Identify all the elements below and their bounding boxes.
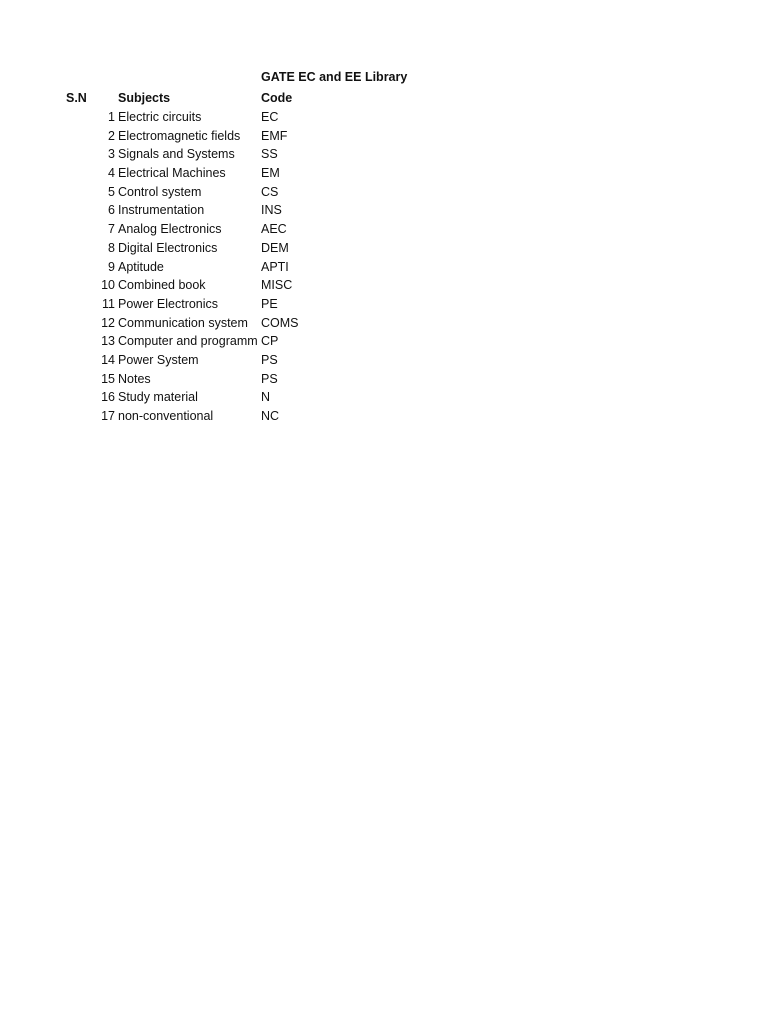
row-sn: 10	[101, 278, 115, 293]
header-row	[0, 89, 768, 107]
row-code: DEM	[261, 240, 289, 255]
row-sn: 6	[108, 203, 115, 218]
row-code: PS	[261, 371, 278, 386]
row-code: INS	[261, 203, 282, 218]
row-sn: 14	[101, 352, 115, 367]
row-sn: 15	[101, 371, 115, 386]
row-code: EC	[261, 110, 279, 124]
row-code: COMS	[261, 315, 299, 330]
table-row	[0, 388, 768, 407]
sheet-title: GATE EC and EE Library	[261, 70, 408, 84]
table-row	[0, 220, 768, 239]
row-code: CP	[261, 334, 279, 349]
table-row	[0, 164, 768, 183]
row-sn: 4	[108, 166, 115, 181]
table-row	[0, 314, 768, 333]
row-code: CS	[261, 184, 279, 199]
row-subject: Digital Electronics	[118, 240, 218, 255]
row-code: AEC	[261, 222, 287, 237]
table-row	[0, 276, 768, 295]
row-sn: 5	[108, 184, 115, 199]
row-code: SS	[261, 147, 278, 162]
row-sn: 16	[101, 390, 115, 405]
row-subject: Aptitude	[118, 259, 164, 274]
row-subject: Power Electronics	[118, 296, 219, 311]
row-subject: Signals and Systems	[118, 147, 235, 162]
row-sn: 13	[101, 334, 115, 349]
row-subject: non-conventional	[118, 409, 214, 423]
row-code: EM	[261, 166, 280, 181]
table-row	[0, 239, 768, 258]
row-sn: 17	[101, 409, 115, 423]
row-subject: Study material	[118, 390, 198, 405]
row-subject: Instrumentation	[118, 203, 205, 218]
row-sn: 7	[108, 222, 115, 237]
row-sn: 1	[108, 110, 115, 124]
row-code: MISC	[261, 278, 293, 293]
row-subject: Computer and programm	[118, 334, 258, 349]
row-sn: 12	[101, 315, 115, 330]
row-subject: Control system	[118, 184, 202, 199]
row-sn: 11	[102, 296, 115, 311]
table-row	[0, 295, 768, 314]
table-row	[0, 145, 768, 164]
table-row	[0, 332, 768, 351]
row-code: PE	[261, 296, 278, 311]
row-code: PS	[261, 352, 278, 367]
row-code: N	[261, 390, 271, 405]
table-row	[0, 370, 768, 389]
table-row	[0, 127, 768, 146]
row-sn: 2	[108, 128, 115, 143]
row-subject: Electrical Machines	[118, 166, 226, 181]
table-row	[0, 258, 768, 277]
row-subject: Notes	[118, 371, 151, 386]
row-subject: Power System	[118, 352, 199, 367]
row-sn: 8	[108, 240, 115, 255]
row-subject: Communication system	[118, 315, 248, 330]
row-subject: Electric circuits	[118, 110, 202, 124]
row-code: APTI	[261, 259, 289, 274]
row-subject: Electromagnetic fields	[118, 128, 241, 143]
header-code: Code	[261, 91, 293, 105]
table-row	[0, 108, 768, 127]
row-subject: Combined book	[118, 278, 206, 293]
table-row	[0, 407, 768, 426]
table-row	[0, 201, 768, 220]
subject-table	[0, 108, 768, 426]
row-code: NC	[261, 409, 280, 423]
header-subjects: Subjects	[118, 91, 171, 105]
row-code: EMF	[261, 128, 288, 143]
row-subject: Analog Electronics	[118, 222, 222, 237]
row-sn: 3	[108, 147, 115, 162]
row-sn: 9	[108, 259, 115, 274]
header-sn: S.N	[66, 91, 87, 105]
table-row	[0, 183, 768, 202]
table-row	[0, 351, 768, 370]
